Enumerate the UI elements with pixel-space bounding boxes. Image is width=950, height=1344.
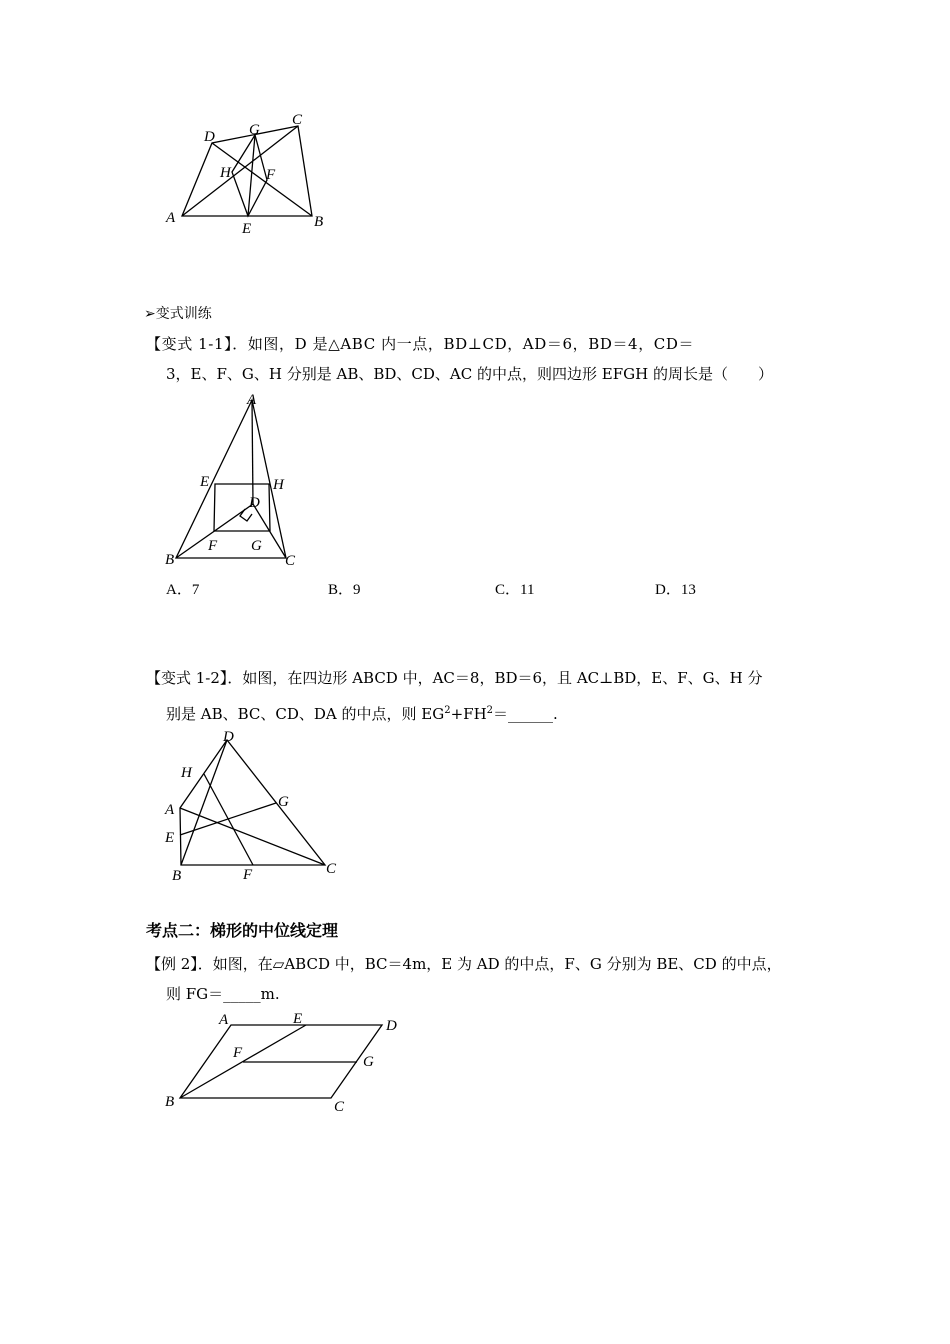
ex2-line1: 【例 2】．如图，在▱ABCD 中，BC＝4m，E 为 AD 的中点，F、G 分别为 BE、CD 的中点， xyxy=(146,955,782,973)
label-a: A xyxy=(165,802,175,818)
quad-abcd xyxy=(180,740,325,865)
option-b[interactable]: B．9 xyxy=(328,582,361,598)
label-d: D xyxy=(204,129,215,145)
label-e: E xyxy=(242,221,252,237)
label-h: H xyxy=(220,165,231,181)
label-g: G xyxy=(251,538,262,554)
label-g: G xyxy=(278,794,289,810)
figure-trapezoid-midpoints xyxy=(160,110,340,240)
label-d: D xyxy=(386,1018,397,1034)
q1-1-line2: 3，E、F、G、H 分别是 AB、BD、CD、AC 的中点，则四边形 EFGH 的周长是（ ） xyxy=(166,365,773,383)
q1-2-line1: 【变式 1-2】．如图，在四边形 ABCD 中，AC＝8，BD＝6，且 AC⊥BD，E、F、G、H 分 xyxy=(146,669,763,687)
label-f: F xyxy=(266,167,276,183)
variant-training-heading xyxy=(144,304,212,324)
label-c: C xyxy=(292,112,303,128)
diagonal-bd xyxy=(181,740,227,865)
label-d: D xyxy=(223,729,234,745)
label-d: D xyxy=(249,495,260,511)
arrow-marker-icon: ➢ xyxy=(144,306,156,322)
label-a: A xyxy=(166,210,176,226)
ex2-line2: 则 FG＝_____m. xyxy=(166,985,280,1003)
label-h: H xyxy=(181,765,192,781)
segment-fh xyxy=(204,774,253,865)
segment-ad xyxy=(252,400,253,504)
label-g: G xyxy=(363,1054,374,1070)
figure-ex2 xyxy=(160,1010,410,1115)
triangle-abc xyxy=(176,400,286,558)
q1-2-line2: 别是 AB、BC、CD、DA 的中点，则 $EG^2+FH^2=\_\_\_\_\_\_$. xyxy=(166,705,558,723)
label-a: A xyxy=(219,1012,229,1028)
quad-efgh xyxy=(214,484,270,531)
label-a: A xyxy=(247,392,257,408)
figure-q1-1 xyxy=(160,388,310,573)
diagonal-ac xyxy=(182,126,298,216)
option-a[interactable]: A．7 xyxy=(166,582,200,598)
section2-heading: 考点二：梯形的中位线定理 xyxy=(146,921,339,940)
label-c: C xyxy=(334,1099,345,1115)
label-g: G xyxy=(249,122,260,138)
label-c: C xyxy=(326,861,337,877)
label-b: B xyxy=(172,868,182,884)
label-b: B xyxy=(165,1094,175,1110)
label-e: E xyxy=(165,830,175,846)
label-h: H xyxy=(273,477,284,493)
label-f: F xyxy=(243,867,253,883)
label-b: B xyxy=(314,214,324,230)
label-e: E xyxy=(293,1011,303,1027)
option-d[interactable]: D．13 xyxy=(655,582,696,598)
label-b: B xyxy=(165,552,175,568)
q1-1-line1: 【变式 1-1】．如图，D 是△ABC 内一点，BD⊥CD，AD＝6，BD＝4，CD＝ xyxy=(146,335,695,353)
label-e: E xyxy=(200,474,210,490)
variant-training-title: 变式训练 xyxy=(155,306,212,322)
figure-q1-2 xyxy=(160,725,350,885)
option-c[interactable]: C．11 xyxy=(495,582,535,598)
label-c: C xyxy=(285,553,296,569)
label-f: F xyxy=(233,1045,243,1061)
label-f: F xyxy=(208,538,218,554)
